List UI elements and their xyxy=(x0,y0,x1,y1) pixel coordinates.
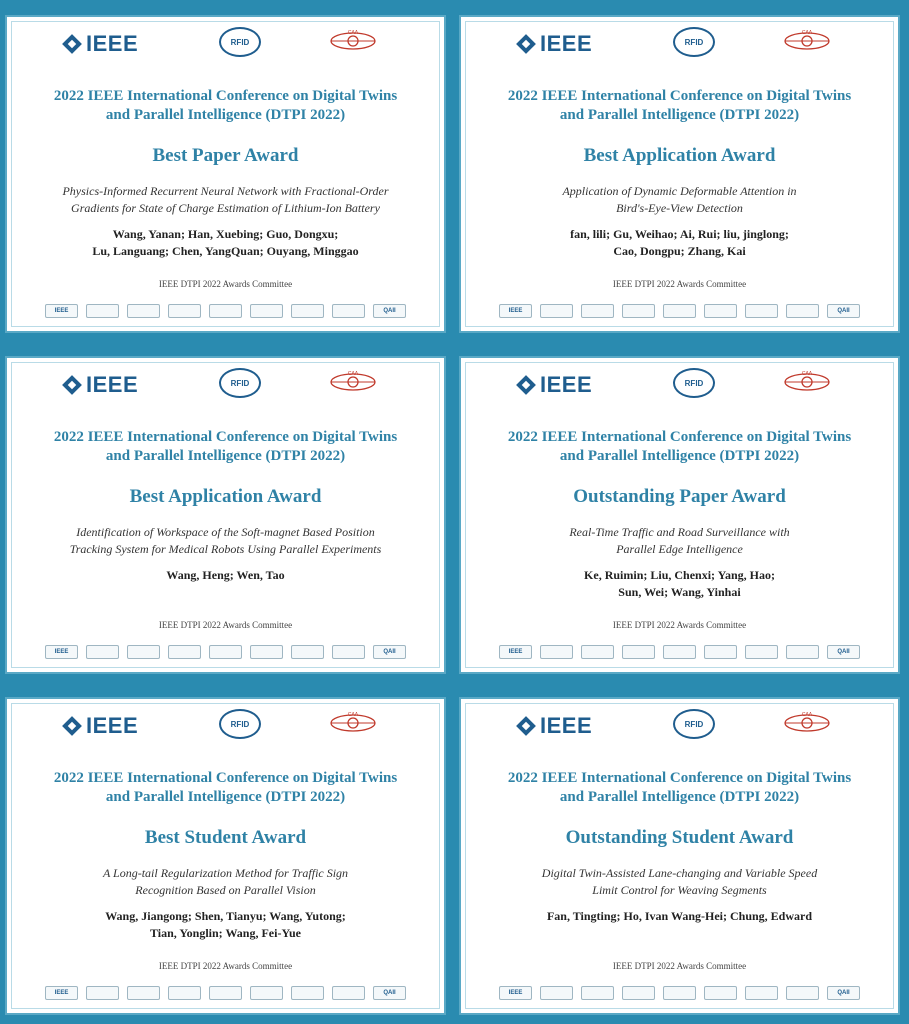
sponsor-logo xyxy=(168,986,201,1000)
sponsor-logos xyxy=(499,304,860,318)
ieee-diamond-icon xyxy=(516,375,536,395)
sponsor-logo: QAII xyxy=(827,986,860,1000)
award-certificate xyxy=(5,15,446,333)
paper-title-line2: Tracking System for Medical Robots Using Parallel Experiments xyxy=(69,542,382,556)
sponsor-logo xyxy=(127,304,160,318)
conference-title xyxy=(461,769,898,807)
sponsor-logo xyxy=(581,304,614,318)
authors-line1: Fan, Tingting; Ho, Ivan Wang-Hei; Chung, Edward xyxy=(546,909,813,923)
sponsor-logo xyxy=(332,645,365,659)
authors-line1: Wang, Yanan; Han, Xuebing; Guo, Dongxu; xyxy=(112,227,339,241)
sponsor-logo xyxy=(86,645,119,659)
ieee-logo xyxy=(65,713,138,739)
header-logos xyxy=(7,707,444,741)
rfid-logo-text: RFID xyxy=(230,719,250,729)
sponsor-logo: IEEE xyxy=(499,645,532,659)
ieee-diamond-icon xyxy=(516,716,536,736)
paper-title-line2: Bird's-Eye-View Detection xyxy=(616,201,743,215)
caa-emblem-icon xyxy=(329,711,377,733)
caa-emblem-icon xyxy=(783,370,831,392)
rfid-logo xyxy=(673,368,715,398)
sponsor-logo: QAII xyxy=(373,645,406,659)
authors-line2: Tian, Yonglin; Wang, Fei-Yue xyxy=(149,926,302,940)
author-list xyxy=(27,567,424,584)
authors-line1: Wang, Jiangong; Shen, Tianyu; Wang, Yutong; xyxy=(105,909,346,923)
authors-line1: Wang, Heng; Wen, Tao xyxy=(166,568,285,582)
author-list xyxy=(481,908,878,925)
ieee-logo-text: IEEE xyxy=(86,713,139,738)
sponsor-logo xyxy=(540,304,573,318)
sponsor-logo: QAII xyxy=(373,304,406,318)
sponsor-logo xyxy=(622,986,655,1000)
caa-logo-text: CAA xyxy=(347,712,359,718)
rfid-logo xyxy=(219,709,261,739)
caa-emblem-icon xyxy=(329,370,377,392)
sponsor-logo: IEEE xyxy=(45,304,78,318)
conference-title-line1: 2022 IEEE International Conference on Digital Twins xyxy=(53,770,398,786)
sponsor-logo xyxy=(622,304,655,318)
awards-committee: IEEE DTPI 2022 Awards Committee xyxy=(612,961,747,971)
authors-line2: Lu, Languang; Chen, YangQuan; Ouyang, Minggao xyxy=(92,244,359,258)
caa-logo xyxy=(783,29,831,51)
paper-title-line1: Application of Dynamic Deformable Attention in xyxy=(562,184,797,198)
authors-line2: Cao, Dongpu; Zhang, Kai xyxy=(613,244,746,258)
sponsor-logo xyxy=(291,304,324,318)
caa-logo xyxy=(329,711,377,733)
sponsor-logo xyxy=(127,986,160,1000)
caa-logo xyxy=(783,370,831,392)
paper-title-line1: Physics-Informed Recurrent Neural Network with Fractional-Order xyxy=(62,184,389,198)
rfid-logo-text: RFID xyxy=(684,378,704,388)
paper-title xyxy=(481,183,878,217)
sponsor-logo xyxy=(250,645,283,659)
caa-emblem-icon xyxy=(783,711,831,733)
sponsor-logo: IEEE xyxy=(499,304,532,318)
caa-emblem-icon xyxy=(783,29,831,51)
award-name: Best Student Award xyxy=(144,827,307,848)
award-certificate xyxy=(459,15,900,333)
caa-emblem-icon xyxy=(329,29,377,51)
caa-logo-text: CAA xyxy=(801,371,813,377)
author-list xyxy=(27,226,424,260)
conference-title-line1: 2022 IEEE International Conference on Digital Twins xyxy=(53,429,398,445)
sponsor-logo xyxy=(745,986,778,1000)
rfid-logo-text: RFID xyxy=(684,719,704,729)
conference-title-line2: and Parallel Intelligence (DTPI 2022) xyxy=(105,789,346,805)
award-certificate xyxy=(5,697,446,1015)
ieee-diamond-icon xyxy=(516,34,536,54)
sponsor-logo xyxy=(745,304,778,318)
ieee-logo xyxy=(65,372,138,398)
paper-title-line1: Digital Twin-Assisted Lane-changing and Variable Speed xyxy=(541,866,818,880)
sponsor-logo xyxy=(540,986,573,1000)
award-name: Outstanding Student Award xyxy=(565,827,794,848)
caa-logo-text: CAA xyxy=(801,30,813,36)
sponsor-logo xyxy=(540,645,573,659)
sponsor-logo xyxy=(581,986,614,1000)
award-certificate xyxy=(459,356,900,674)
rfid-logo xyxy=(219,27,261,57)
conference-title-line2: and Parallel Intelligence (DTPI 2022) xyxy=(559,448,800,464)
conference-title-line1: 2022 IEEE International Conference on Digital Twins xyxy=(53,88,398,104)
header-logos xyxy=(7,366,444,400)
conference-title-line1: 2022 IEEE International Conference on Digital Twins xyxy=(507,429,852,445)
sponsor-logo: QAII xyxy=(827,304,860,318)
caa-logo-text: CAA xyxy=(347,30,359,36)
paper-title xyxy=(481,524,878,558)
conference-title xyxy=(7,87,444,125)
sponsor-logo xyxy=(168,645,201,659)
award-name: Outstanding Paper Award xyxy=(573,486,786,507)
rfid-logo xyxy=(673,709,715,739)
ieee-logo-text: IEEE xyxy=(540,713,593,738)
header-logos xyxy=(461,366,898,400)
paper-title-line1: Identification of Workspace of the Soft-magnet Based Position xyxy=(76,525,375,539)
paper-title xyxy=(27,183,424,217)
header-logos xyxy=(7,25,444,59)
award-name: Best Application Award xyxy=(129,486,322,507)
paper-title xyxy=(481,865,878,899)
paper-title-line2: Recognition Based on Parallel Vision xyxy=(135,883,316,897)
sponsor-logo xyxy=(663,304,696,318)
paper-title xyxy=(27,524,424,558)
sponsor-logo xyxy=(332,304,365,318)
ieee-logo-text: IEEE xyxy=(86,31,139,56)
sponsor-logo: QAII xyxy=(827,645,860,659)
sponsor-logo xyxy=(250,986,283,1000)
sponsor-logo xyxy=(209,304,242,318)
ieee-logo xyxy=(519,31,592,57)
conference-title xyxy=(7,769,444,807)
conference-title-line2: and Parallel Intelligence (DTPI 2022) xyxy=(559,107,800,123)
sponsor-logo: IEEE xyxy=(45,986,78,1000)
award-certificate xyxy=(459,697,900,1015)
rfid-logo xyxy=(219,368,261,398)
sponsor-logos xyxy=(499,986,860,1000)
sponsor-logo xyxy=(622,645,655,659)
caa-logo xyxy=(329,29,377,51)
ieee-diamond-icon xyxy=(62,716,82,736)
rfid-logo-text: RFID xyxy=(230,378,250,388)
conference-title-line2: and Parallel Intelligence (DTPI 2022) xyxy=(105,448,346,464)
award-certificate xyxy=(5,356,446,674)
sponsor-logo xyxy=(291,645,324,659)
conference-title-line2: and Parallel Intelligence (DTPI 2022) xyxy=(105,107,346,123)
ieee-logo-text: IEEE xyxy=(540,372,593,397)
ieee-diamond-icon xyxy=(62,375,82,395)
sponsor-logo xyxy=(745,645,778,659)
author-list xyxy=(481,567,878,601)
sponsor-logo xyxy=(86,304,119,318)
caa-logo xyxy=(329,370,377,392)
paper-title-line2: Parallel Edge Intelligence xyxy=(616,542,743,556)
paper-title-line1: A Long-tail Regularization Method for Traffic Sign xyxy=(102,866,349,880)
sponsor-logo xyxy=(332,986,365,1000)
conference-title xyxy=(461,428,898,466)
author-list xyxy=(27,908,424,942)
caa-logo-text: CAA xyxy=(801,712,813,718)
sponsor-logos xyxy=(45,645,406,659)
rfid-logo-text: RFID xyxy=(684,37,704,47)
ieee-logo-text: IEEE xyxy=(540,31,593,56)
awards-committee: IEEE DTPI 2022 Awards Committee xyxy=(158,620,293,630)
sponsor-logo xyxy=(291,986,324,1000)
awards-committee: IEEE DTPI 2022 Awards Committee xyxy=(158,961,293,971)
awards-committee: IEEE DTPI 2022 Awards Committee xyxy=(612,279,747,289)
sponsor-logo xyxy=(581,645,614,659)
award-name: Best Paper Award xyxy=(152,145,299,166)
awards-committee: IEEE DTPI 2022 Awards Committee xyxy=(612,620,747,630)
paper-title xyxy=(27,865,424,899)
sponsor-logo xyxy=(704,304,737,318)
sponsor-logo xyxy=(663,645,696,659)
sponsor-logo xyxy=(209,645,242,659)
paper-title-line1: Real-Time Traffic and Road Surveillance with xyxy=(569,525,790,539)
sponsor-logo xyxy=(86,986,119,1000)
award-name: Best Application Award xyxy=(583,145,776,166)
ieee-logo-text: IEEE xyxy=(86,372,139,397)
caa-logo-text: CAA xyxy=(347,371,359,377)
conference-title-line2: and Parallel Intelligence (DTPI 2022) xyxy=(559,789,800,805)
header-logos xyxy=(461,707,898,741)
sponsor-logo xyxy=(704,645,737,659)
ieee-logo xyxy=(65,31,138,57)
sponsor-logo xyxy=(786,645,819,659)
header-logos xyxy=(461,25,898,59)
sponsor-logo: IEEE xyxy=(45,645,78,659)
sponsor-logo xyxy=(663,986,696,1000)
sponsor-logo xyxy=(168,304,201,318)
conference-title xyxy=(7,428,444,466)
sponsor-logo xyxy=(250,304,283,318)
authors-line1: fan, lili; Gu, Weihao; Ai, Rui; liu, jinglong; xyxy=(570,227,789,241)
conference-title-line1: 2022 IEEE International Conference on Digital Twins xyxy=(507,88,852,104)
authors-line2: Sun, Wei; Wang, Yinhai xyxy=(618,585,741,599)
caa-logo xyxy=(783,711,831,733)
paper-title-line2: Gradients for State of Charge Estimation of Lithium-Ion Battery xyxy=(71,201,380,215)
conference-title xyxy=(461,87,898,125)
sponsor-logo: QAII xyxy=(373,986,406,1000)
sponsor-logo xyxy=(786,986,819,1000)
sponsor-logos xyxy=(45,304,406,318)
rfid-logo-text: RFID xyxy=(230,37,250,47)
author-list xyxy=(481,226,878,260)
sponsor-logos xyxy=(45,986,406,1000)
ieee-logo xyxy=(519,372,592,398)
paper-title-line2: Limit Control for Weaving Segments xyxy=(592,883,767,897)
ieee-logo xyxy=(519,713,592,739)
sponsor-logos xyxy=(499,645,860,659)
ieee-diamond-icon xyxy=(62,34,82,54)
authors-line1: Ke, Ruimin; Liu, Chenxi; Yang, Hao; xyxy=(584,568,775,582)
sponsor-logo: IEEE xyxy=(499,986,532,1000)
awards-committee: IEEE DTPI 2022 Awards Committee xyxy=(158,279,293,289)
conference-title-line1: 2022 IEEE International Conference on Digital Twins xyxy=(507,770,852,786)
sponsor-logo xyxy=(209,986,242,1000)
sponsor-logo xyxy=(127,645,160,659)
sponsor-logo xyxy=(786,304,819,318)
sponsor-logo xyxy=(704,986,737,1000)
rfid-logo xyxy=(673,27,715,57)
